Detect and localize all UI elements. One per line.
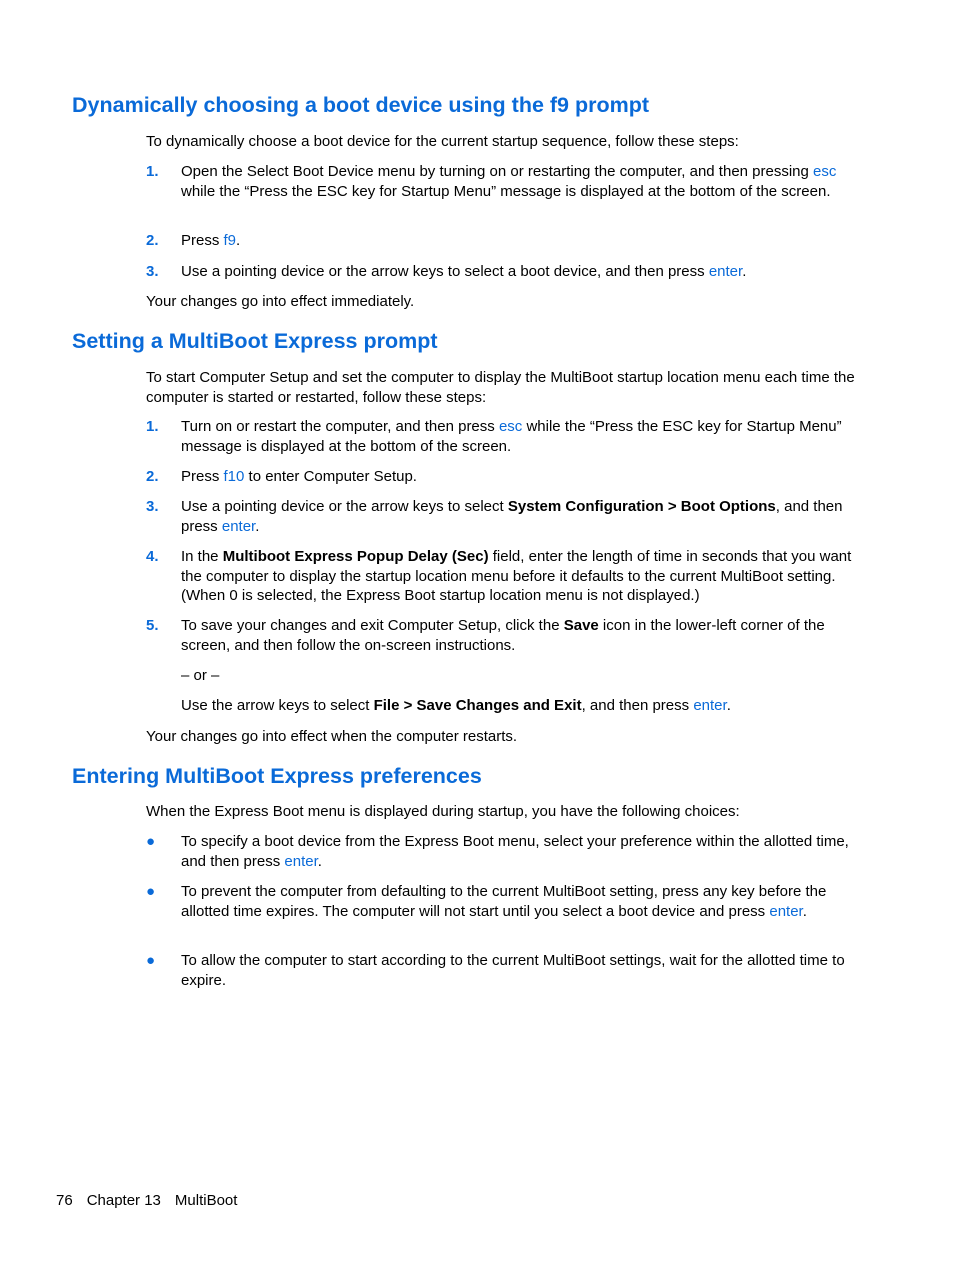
intro-express-prompt: To start Computer Setup and set the computer to display the MultiBoot startup location menu each time the computer is started or restarted, follow these steps: <box>146 369 855 406</box>
or-separator: – or – <box>181 667 220 684</box>
outro-express-prompt: Your changes go into effect when the computer restarts. <box>146 728 518 745</box>
heading-f9-prompt: Dynamically choosing a boot device using the f9 prompt <box>72 93 650 117</box>
page-number: 76 <box>56 1192 73 1209</box>
intro-preferences: When the Express Boot menu is displayed during startup, you have the following choices: <box>146 803 740 820</box>
step-2: 2. Press f9. <box>146 232 241 249</box>
list-item: ● To prevent the computer from defaulting to the current MultiBoot setting, press any key before the allotted time expires. The computer will not start until you select a boot device and press enter. <box>146 883 827 920</box>
page-footer <box>56 1192 251 1209</box>
key-enter: enter <box>284 852 318 870</box>
step-3: 3. Use a pointing device or the arrow keys to select System Configuration > Boot Options, and then press enter. <box>146 498 843 535</box>
outro-f9: Your changes go into effect immediately. <box>146 293 415 310</box>
key-enter: enter <box>693 697 727 714</box>
key-f10: f10 <box>223 468 245 485</box>
alternative-step: Use the arrow keys to select File > Save Changes and Exit, and then press enter. <box>181 697 731 714</box>
heading-multiboot-express-prompt: Setting a MultiBoot Express prompt <box>72 329 438 353</box>
step-5: 5. To save your changes and exit Computer Setup, click the Save icon in the lower-left corner of the screen, and then follow the on-screen instructions. <box>146 617 825 654</box>
key-f9: f9 <box>223 232 237 249</box>
step-2: 2. Press f10 to enter Computer Setup. <box>146 468 417 485</box>
chapter-label: Chapter 13 <box>86 1192 161 1209</box>
step-3: 3. Use a pointing device or the arrow keys to select a boot device, and then press enter. <box>146 263 747 280</box>
list-item: ● To allow the computer to start according to the current MultiBoot settings, wait for the allotted time to expire. <box>146 952 845 989</box>
bullet-icon: ● <box>146 952 156 969</box>
chapter-title: MultiBoot <box>174 1192 238 1209</box>
step-1: 1. Turn on or restart the computer, and then press esc while the “Press the ESC key for Startup Menu” message is displayed at the bottom of the screen. <box>146 418 842 455</box>
key-enter: enter <box>221 517 256 535</box>
key-enter: enter <box>769 902 803 920</box>
step-1: 1. Open the Select Boot Device menu by turning on or restarting the computer, and then pressing esc while the “Press the ESC key for Startup Menu” message is displayed at the bottom of the screen. <box>146 163 837 200</box>
bullet-icon: ● <box>146 883 156 900</box>
list-item: ● To specify a boot device from the Express Boot menu, select your preference within the allotted time, and then press enter. <box>146 833 849 870</box>
key-enter: enter <box>708 263 743 280</box>
heading-express-preferences: Entering MultiBoot Express preferences <box>72 764 482 788</box>
bullet-icon: ● <box>146 833 156 850</box>
step-4: 4. In the Multiboot Express Popup Delay (Sec) field, enter the length of time in seconds that you want the computer to display the startup location menu before it defaults to the current MultiBoot setting. (When 0 is selected, the Express Boot startup location menu is not displayed.) <box>146 548 852 604</box>
intro-f9: To dynamically choose a boot device for the current startup sequence, follow these steps: <box>146 133 739 150</box>
key-esc: esc <box>498 418 523 435</box>
key-esc: esc <box>813 163 837 180</box>
